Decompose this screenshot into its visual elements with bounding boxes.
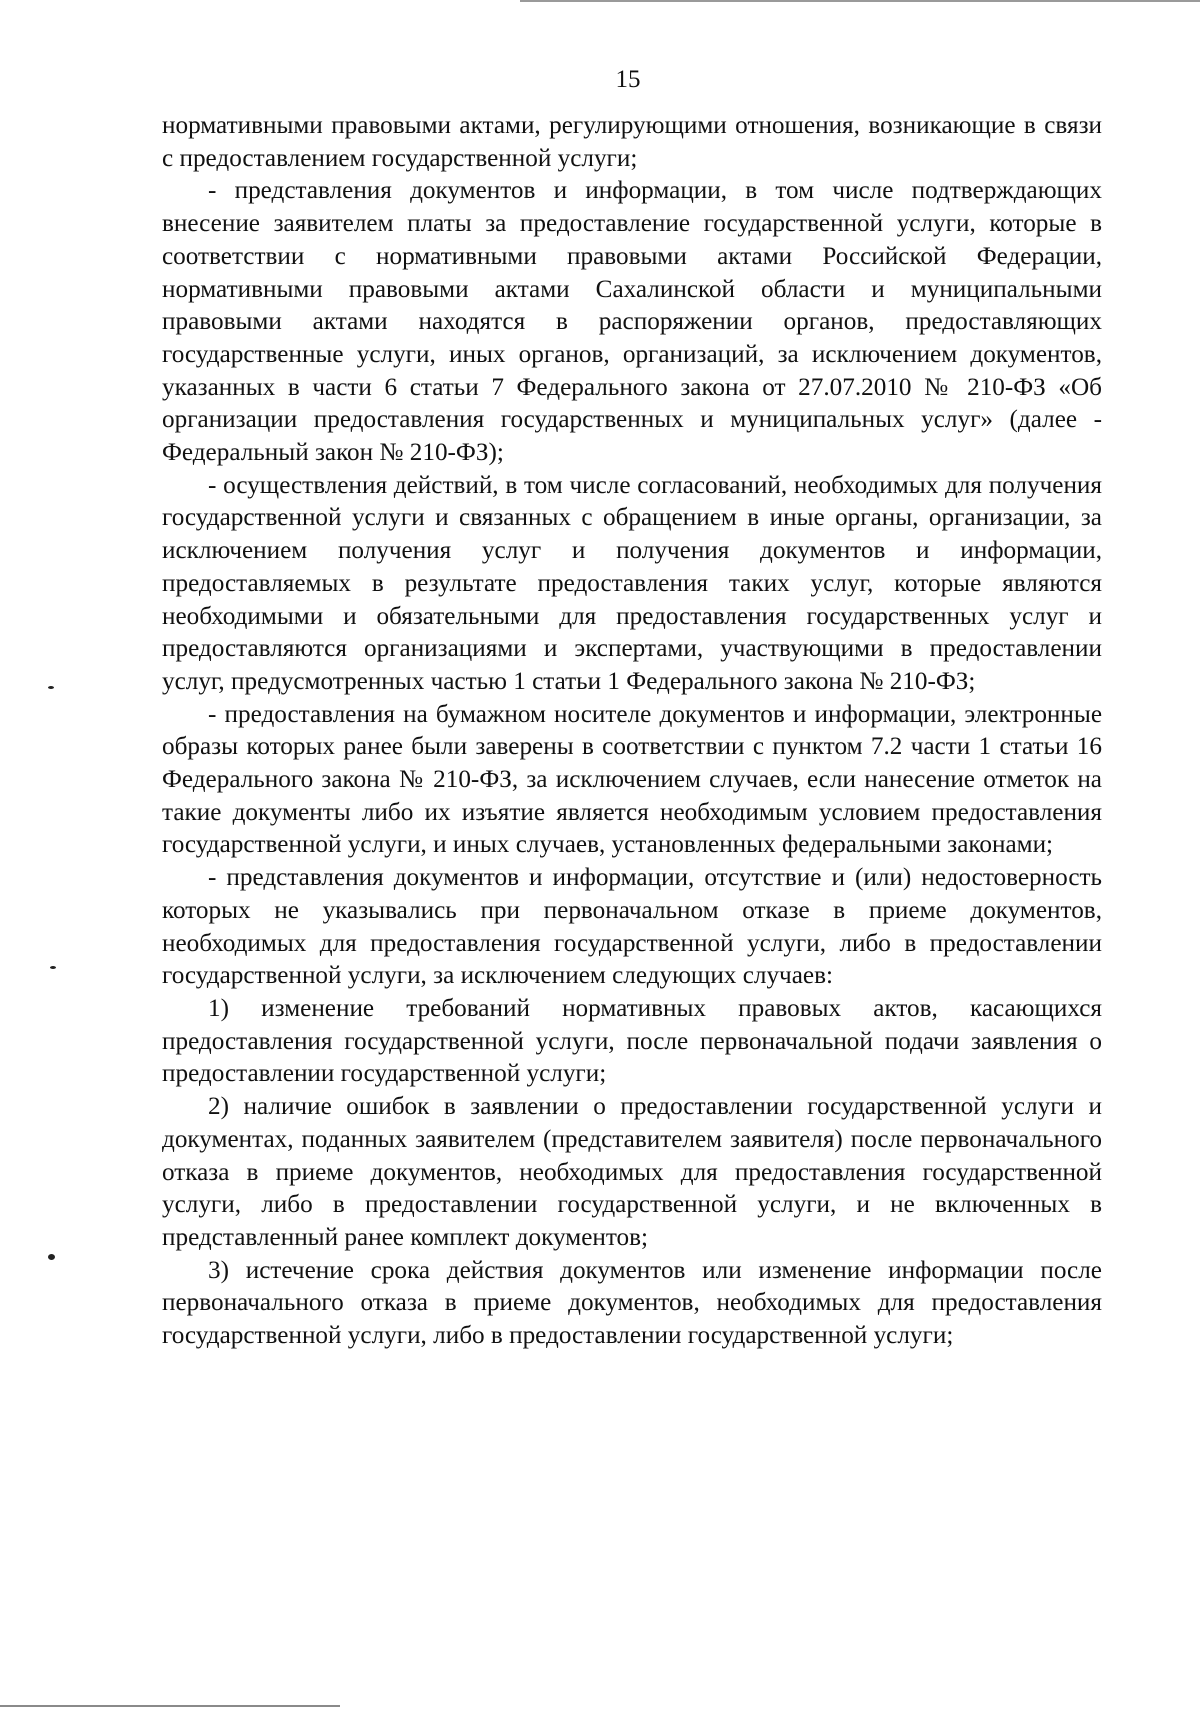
- document-body: [162, 110, 1102, 1353]
- scan-speck: [48, 1254, 55, 1260]
- scan-edge-bottom: [0, 1705, 340, 1707]
- paragraph-6: 1) изменение требований нормативных правовых актов, касающихся предоставления государственной услуги, после первоначальной подачи заявления о предоставлении государственной услуги;: [162, 994, 1102, 1088]
- paragraph-2: - представления документов и информации, в том числе подтверждающих внесение заявителем платы за предоставление государственной услуги, которые в соответствии с нормативными правовыми актами Российской Федерации, нормативными правовыми актами Сахалинской области и муниципальными правовыми актами находятся в распоряжении органов, предоставляющих государственные услуги, иных органов, организаций, за исключением документов, указанных в части 6 статьи 7 Федерального закона от 27.07.2010 № 210-ФЗ «Об организации предоставления государственных и муниципальных услуг» (далее - Федеральный закон № 210-ФЗ);: [162, 177, 1102, 467]
- scan-edge-top: [520, 0, 1200, 2]
- paragraph-5: - представления документов и информации, отсутствие и (или) недостоверность которых не указывались при первоначальном отказе в приеме документов, необходимых для предоставления государственной услуги, либо в предоставлении государственной услуги, за исключением следующих случаев:: [162, 864, 1102, 990]
- page-number: 15: [615, 66, 641, 93]
- paragraph-3: - осуществления действий, в том числе согласований, необходимых для получения государственной услуги и связанных с обращением в иные органы, организации, за исключением получения услуг и получения документов и информации, предоставляемых в результате предоставления таких услуг, которые являются необходимыми и обязательными для предоставления государственных услуг и предоставляются организациями и экспертами, участвующими в предоставлении услуг, предусмотренных частью 1 статьи 1 Федерального закона № 210-ФЗ;: [162, 471, 1102, 695]
- paragraph-7: 2) наличие ошибок в заявлении о предоставлении государственной услуги и документах, поданных заявителем (представителем заявителя) после первоначального отказа в приеме документов, необходимых для предоставления государственной услуги, либо в предоставлении государственной услуги, и не включенных в представленный ранее комплект документов;: [162, 1093, 1102, 1251]
- scan-speck: [48, 686, 54, 689]
- paragraph-8: 3) истечение срока действия документов или изменение информации после первоначального отказа в приеме документов, необходимых для предоставления государственной услуги, либо в предоставлении государственной услуги;: [162, 1256, 1102, 1350]
- scan-speck: [50, 966, 56, 969]
- paragraph-4: - предоставления на бумажном носителе документов и информации, электронные образы которых ранее были заверены в соответствии с пунктом 7.2 части 1 статьи 16 Федерального закона № 210-ФЗ, за исключением случаев, если нанесение отметок на такие документы либо их изъятие является необходимым условием предоставления государственной услуги, и иных случаев, установленных федеральными законами;: [162, 700, 1102, 859]
- paragraph-1: нормативными правовыми актами, регулирующими отношения, возникающие в связи с предоставлением государственной услуги;: [162, 112, 1102, 172]
